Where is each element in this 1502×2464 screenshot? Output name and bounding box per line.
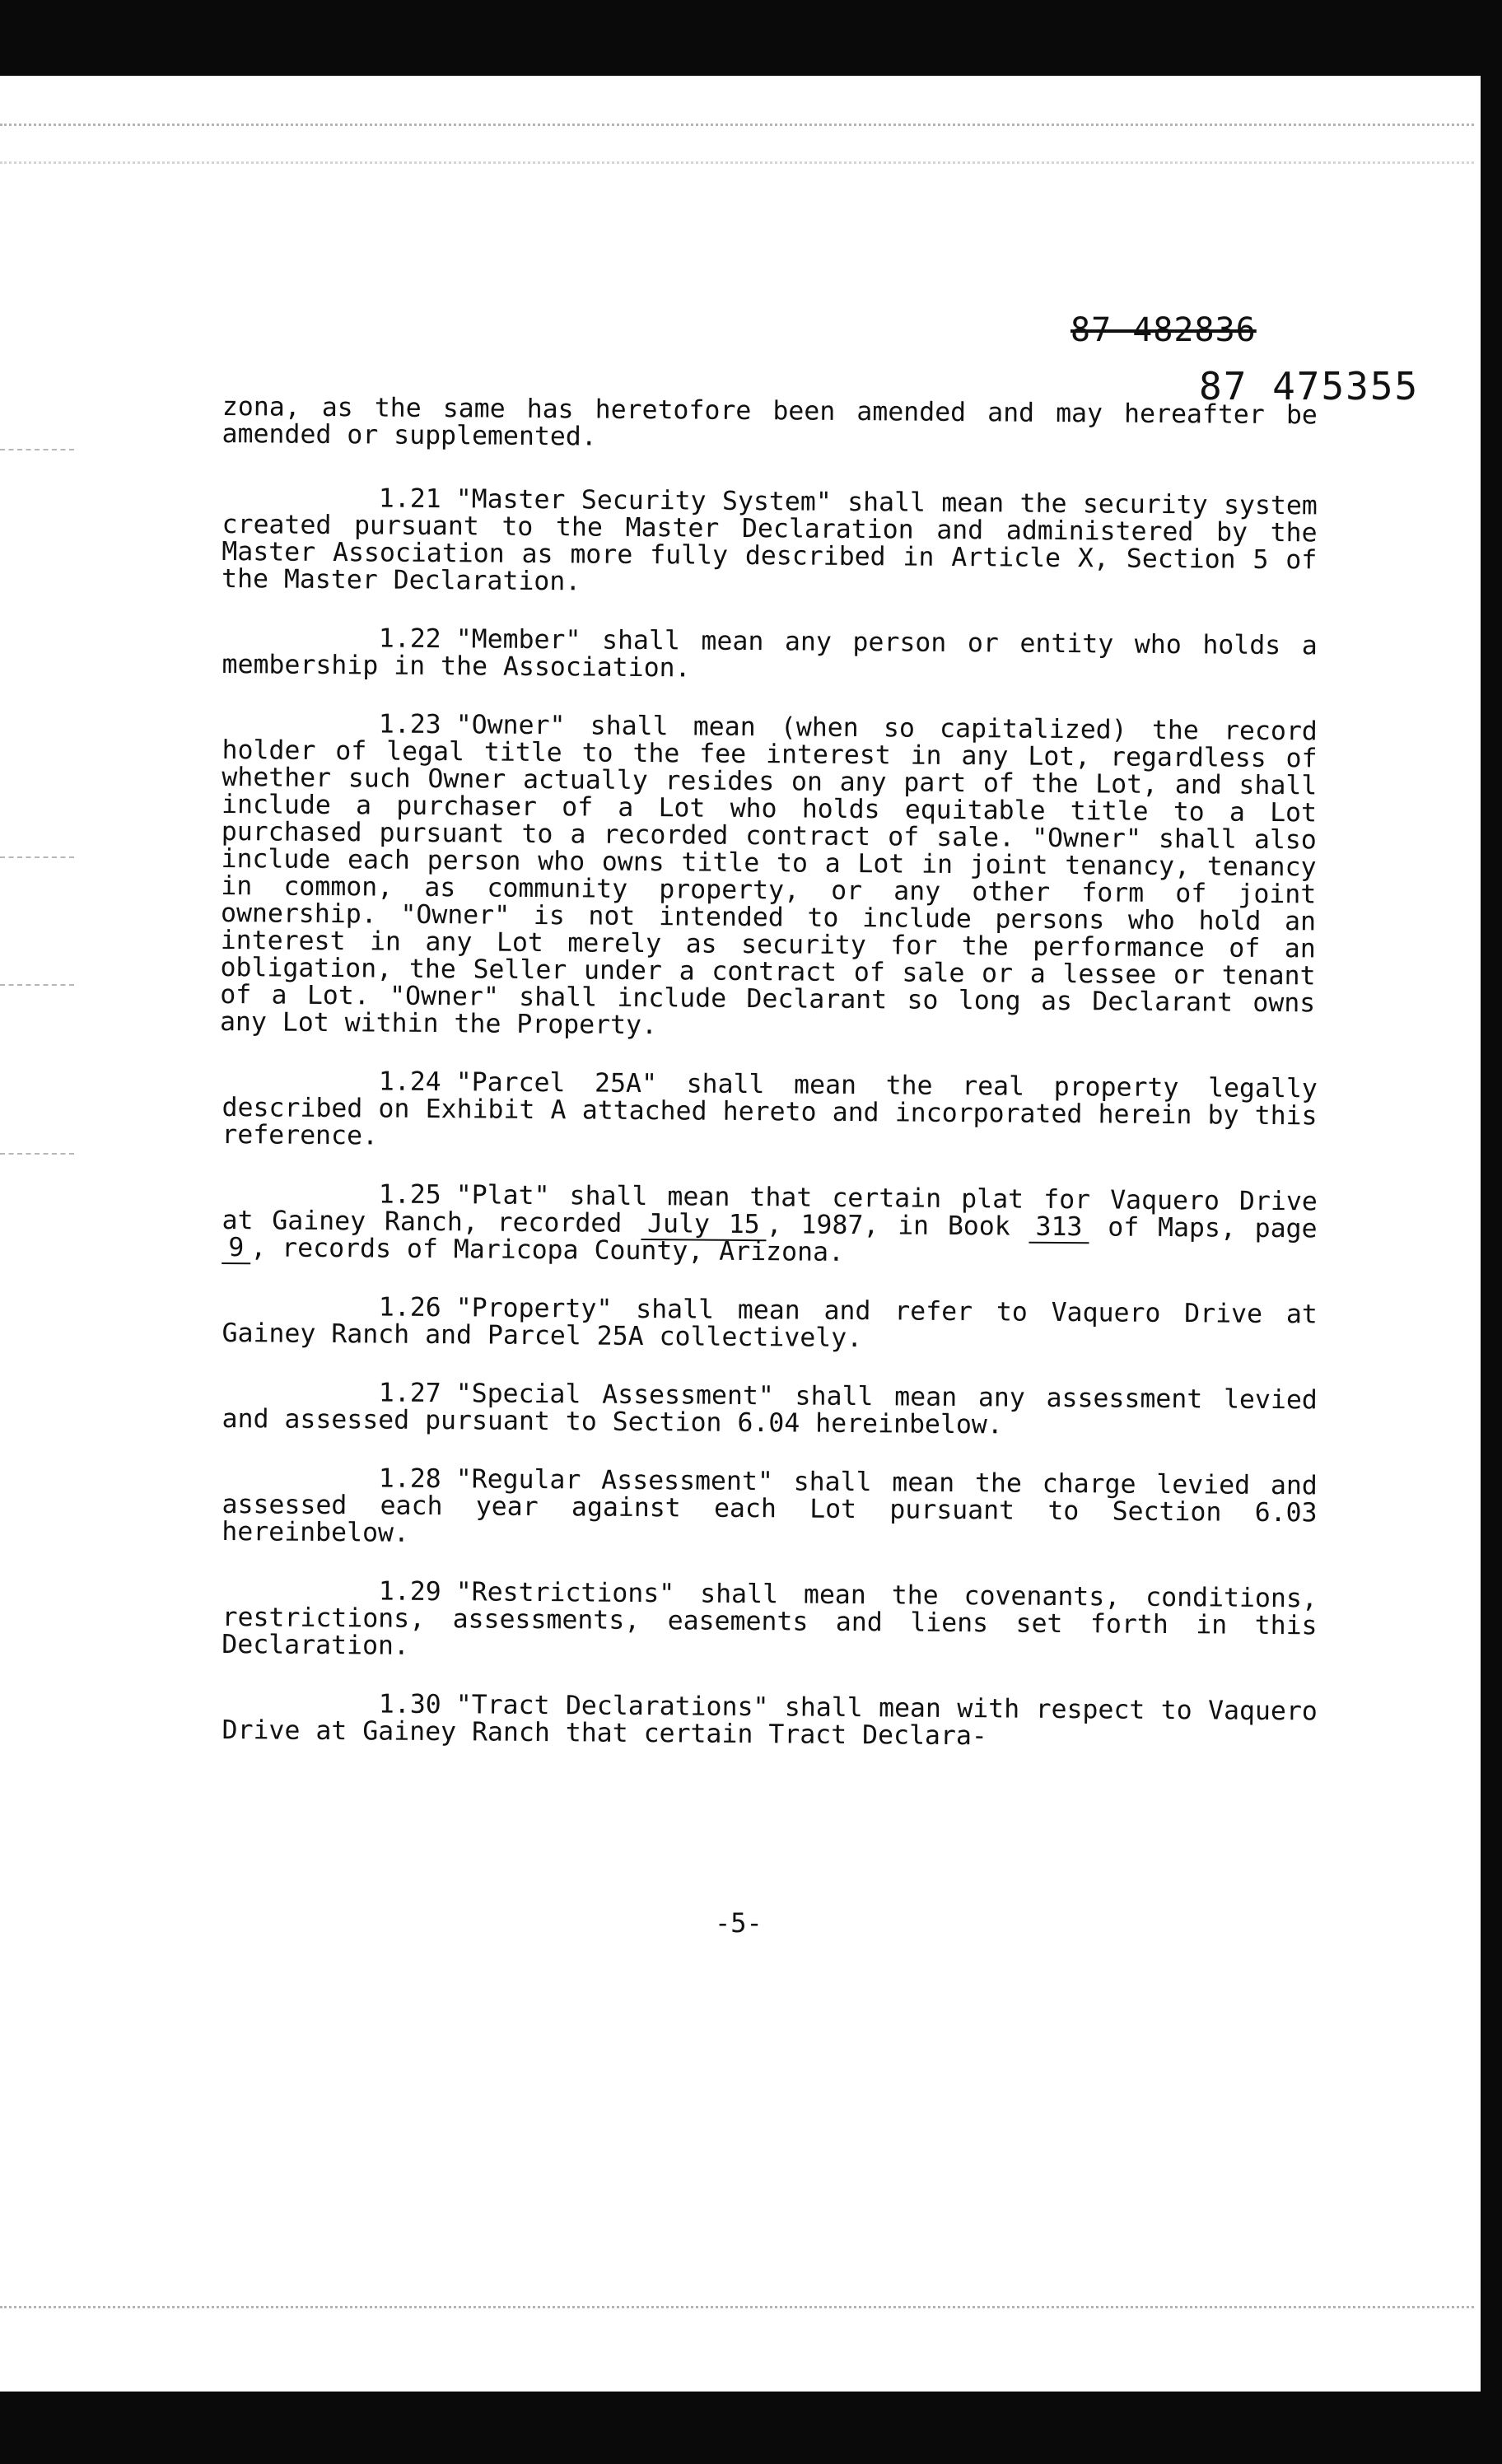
- section-number: 1.26: [378, 1292, 441, 1323]
- margin-mark: [0, 984, 74, 986]
- paragraph-1-29: [222, 1577, 1318, 1667]
- document-body: [219, 392, 1318, 1776]
- paragraph-1-24: [222, 1067, 1318, 1157]
- page-number-blank: 9: [222, 1233, 250, 1264]
- struck-document-number: 87 482836: [1071, 311, 1257, 349]
- paragraph-text: of Maps, page: [1089, 1212, 1318, 1244]
- scan-noise-top-2: [0, 161, 1474, 164]
- section-number: 1.30: [378, 1689, 441, 1720]
- section-number: 1.24: [378, 1066, 441, 1098]
- scan-noise-bottom: [0, 2306, 1474, 2308]
- paragraph-1-27: [222, 1379, 1317, 1441]
- paragraph-1-26: [222, 1293, 1317, 1356]
- margin-mark: [0, 856, 74, 858]
- paragraph-text: "Master Security System" shall mean the security system created pursuant to the Master Declaration and administered by the Master Association as more fully described in Article X, Section 5 of the Master Declaration.: [221, 484, 1318, 597]
- paragraph-text: , records of Maricopa County, Arizona.: [250, 1233, 845, 1267]
- page-number: -5-: [715, 1907, 763, 1939]
- paragraph-1-25: [222, 1180, 1318, 1270]
- section-number: 1.25: [378, 1179, 441, 1211]
- section-number: 1.23: [378, 709, 441, 740]
- paragraph-text: "Property" shall mean and refer to Vaquero Drive at Gainey Ranch and Parcel 25A collectively.: [222, 1293, 1318, 1354]
- paragraph-text: "Member" shall mean any person or entity who holds a membership in the Association.: [222, 624, 1318, 684]
- paragraph-1-22: [222, 624, 1317, 687]
- scan-bottom-edge: [0, 2392, 1502, 2464]
- paragraph-text: , 1987, in Book: [766, 1210, 1029, 1242]
- paragraph-text: "Owner" shall mean (when so capitalized) the record holder of legal title to the fee interest in any Lot, regardless of whether such Owner actually resides on any part of the Lot, and shall include a purchaser of a Lot who holds equitable title to a Lot purchased pursuant to a recorded contract of sale. "Owner" shall also include each person who owns title to a Lot in joint tenancy, tenancy in common, as community property, or any other form of joint ownership. "Owner" is not intended to include persons who hold an interest in any Lot merely as security for the performance of an obligation, the Seller under a contract of sale or a lessee or tenant of a Lot. "Owner" shall include Declarant so long as Declarant owns any Lot within the Property.: [219, 710, 1318, 1041]
- paragraph-continuation: [222, 394, 1317, 456]
- recorded-date-blank: July 15: [641, 1209, 767, 1241]
- paragraph-1-23: [220, 710, 1318, 1044]
- section-number: 1.21: [378, 483, 441, 515]
- paragraph-text: "Parcel 25A" shall mean the real property legally described on Exhibit A attached hereto and incorporated herein by this reference.: [222, 1067, 1318, 1151]
- scan-right-edge: [1481, 0, 1502, 2464]
- scan-top-edge: [0, 0, 1502, 76]
- margin-mark: [0, 449, 74, 450]
- scan-noise-top: [0, 124, 1474, 126]
- document-number: 87 475355: [1199, 364, 1420, 408]
- paragraph-text: "Tract Declarations" shall mean with respect to Vaquero Drive at Gainey Ranch that certain Tract Declara-: [222, 1690, 1318, 1752]
- paragraph-text: "Plat" shall mean that certain plat for Vaquero Drive at Gainey Ranch, recorded: [222, 1180, 1318, 1239]
- paragraph-text: "Restrictions" shall mean the covenants, conditions, restrictions, assessments, easements and liens set forth in this Declaration.: [222, 1577, 1318, 1661]
- paragraph-1-30: [222, 1690, 1317, 1752]
- margin-mark: [0, 1153, 74, 1155]
- paragraph-text: "Regular Assessment" shall mean the charge levied and assessed each year against each Lot pursuant to Section 6.03 hereinbelow.: [222, 1464, 1318, 1548]
- paragraph-text: zona, as the same has heretofore been amended and may hereafter be amended or supplemented.: [222, 392, 1318, 452]
- book-number-blank: 313: [1029, 1212, 1089, 1244]
- section-number: 1.28: [378, 1463, 441, 1495]
- section-number: 1.22: [378, 623, 441, 655]
- paragraph-1-28: [222, 1464, 1318, 1554]
- section-number: 1.27: [378, 1378, 441, 1409]
- paragraph-1-21: [222, 484, 1318, 601]
- section-number: 1.29: [378, 1576, 441, 1608]
- paragraph-text: "Special Assessment" shall mean any assessment levied and assessed pursuant to Section 6.04 hereinbelow.: [222, 1379, 1318, 1440]
